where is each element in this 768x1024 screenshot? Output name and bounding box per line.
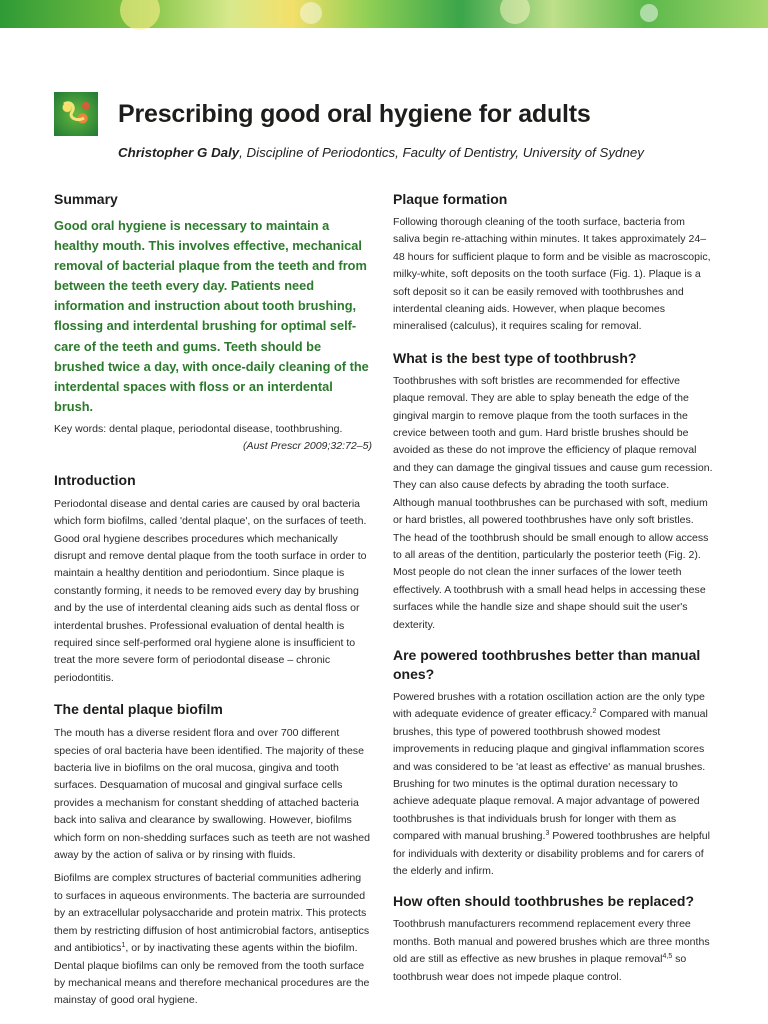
powered-heading: Are powered toothbrushes better than manual ones? xyxy=(393,646,701,682)
replace-heading: How often should toothbrushes be replaced? xyxy=(393,893,695,910)
plaque-heading: Plaque formation xyxy=(393,191,508,207)
reference-3[interactable]: 3 xyxy=(545,830,550,838)
summary-heading: Summary xyxy=(54,191,118,207)
keywords: Key words: dental plaque, periodontal disease, toothbrushing. xyxy=(54,422,343,435)
author-name: Christopher G Daly xyxy=(118,145,240,160)
article-title: Prescribing good oral hygiene for adults xyxy=(118,100,591,128)
reference-2[interactable]: 2 xyxy=(592,708,597,716)
replace-text: Toothbrush manufacturers recommend replacement every three months. Both manual and powered brushes which are three months old are still as effective as new brushes in plaque removal$^{4,5}$ so toothbrush wear does not impede plaque control. xyxy=(393,918,710,983)
left-column xyxy=(54,190,372,1010)
intro-text: Periodontal disease and dental caries are caused by oral bacteria which form biofilms, called 'dental plaque', on the surfaces of teeth. Good oral hygiene describes procedures which mechanically disrupt and remove dental plaque from the tooth surface in order to maintain a healthy dentition and periodontium. Since plaque is constantly forming, it needs to be removed every day by brushing and by the use of interdental cleaning aids such as dental floss or interdental brushes. Professional evaluation of dental health is required since self-performed oral hygiene alone is insufficient to treat the more severe form of periodontal disease – chronic periodontitis. xyxy=(54,497,367,684)
summary-text: Good oral hygiene is necessary to maintain a healthy mouth. This involves effective, mechanical removal of bacterial plaque from the teeth and from between the teeth every day. Patients need information and instruction about tooth brushing, flossing and interdental brushing for optimal self-care of the teeth and gums. Teeth should be brushed twice a day, with once-daily cleaning of the interdental spaces with floss or an interdental brush. xyxy=(54,218,369,414)
biofilm-paragraph-2: Biofilms are complex structures of bacterial communities adhering to surfaces in aqueous environments. The bacteria are surrounded by an extracellular polysaccharide and protein matrix. This protects them by restricting diffusion of host antimicrobial factors, antiseptics and antibiotics$^1$, or by inactivating these agents within the biofilm. Dental plaque biofilms can only be removed from the tooth surface by mechanical means and therefore mechanical procedures are the mainstay of good oral hygiene. xyxy=(54,872,370,1007)
reference-4-5[interactable]: 4,5 xyxy=(662,953,673,961)
header-banner xyxy=(0,0,768,28)
leaf-logo-icon xyxy=(54,92,98,136)
biofilm-heading: The dental plaque biofilm xyxy=(54,701,223,718)
byline xyxy=(118,145,644,160)
powered-text: Powered brushes with a rotation oscillation action are the only type with adequate evidence of greater efficacy.$^2$ Compared with manual brushes, this type of powered toothbrush showed modest improvements in reducing plaque and gingival inflammation scores and was considered to be 'at least as effective' as manual brushes. Brushing for two minutes is the optimal duration necessary to achieve adequate plaque removal. A major advantage of powered toothbrushes is that individuals brush for longer with them as compared with manual brushing.$^3$ Powered toothbrushes are helpful for individuals with dexterity or disability problems and for carers of the elderly and infirm. xyxy=(393,690,710,877)
plaque-text: Following thorough cleaning of the tooth surface, bacteria from saliva begin re-attaching within minutes. It takes approximately 24–48 hours for sufficient plaque to form and be visible as macroscopic, milky-white, soft deposits on the tooth surface (Fig. 1). Plaque is a soft deposit so it can be easily removed with toothbrushes and interdental cleaning aids. However, when plaque becomes mineralised (calculus), it requires scaling for removal. xyxy=(393,216,711,333)
right-column xyxy=(393,190,713,986)
biofilm-paragraph-1: The mouth has a diverse resident flora and over 700 different species of oral bacteria have been identified. The majority of these bacteria live in biofilms on the oral mucosa, gingiva and tooth surfaces. Desquamation of mucosal and gingival surface cells provides a mechanism for constant shedding of attached bacteria back into saliva and clearance by swallowing. However, biofilms which form on non-shedding surfaces such as teeth are not washed away by the action of saliva or by rinsing with fluids. xyxy=(54,727,371,862)
citation: (Aust Prescr 2009;32:72–5) xyxy=(243,440,372,453)
author-affiliation: , Discipline of Periodontics, Faculty of Dentistry, University of Sydney xyxy=(239,145,644,160)
reference-1[interactable]: 1 xyxy=(121,942,126,950)
intro-heading: Introduction xyxy=(54,471,136,488)
best-toothbrush-text: Toothbrushes with soft bristles are recommended for effective plaque removal. They are able to splay beneath the edge of the gingival margin to remove plaque from the tooth surfaces in the crevice between tooth and gum. Hard bristle brushes should be avoided as these do not improve the efficiency of plaque removal and they can damage the gingival tissues and cause gum recession. They can also cause defects by abrading the tooth surface. Although manual toothbrushes can be purchased with soft, medium or hard bristles, all powered toothbrushes have only soft bristles. The head of the toothbrush should be small enough to allow access to all areas of the dentition, particularly the posterior teeth (Fig. 2). Most people do not clean the inner surfaces of the lower teeth effectively. A toothbrush with a small head helps in accessing these surfaces while the handle size and shape should suit the user's dexterity. xyxy=(393,374,713,631)
best-toothbrush-heading: What is the best type of toothbrush? xyxy=(393,349,637,366)
